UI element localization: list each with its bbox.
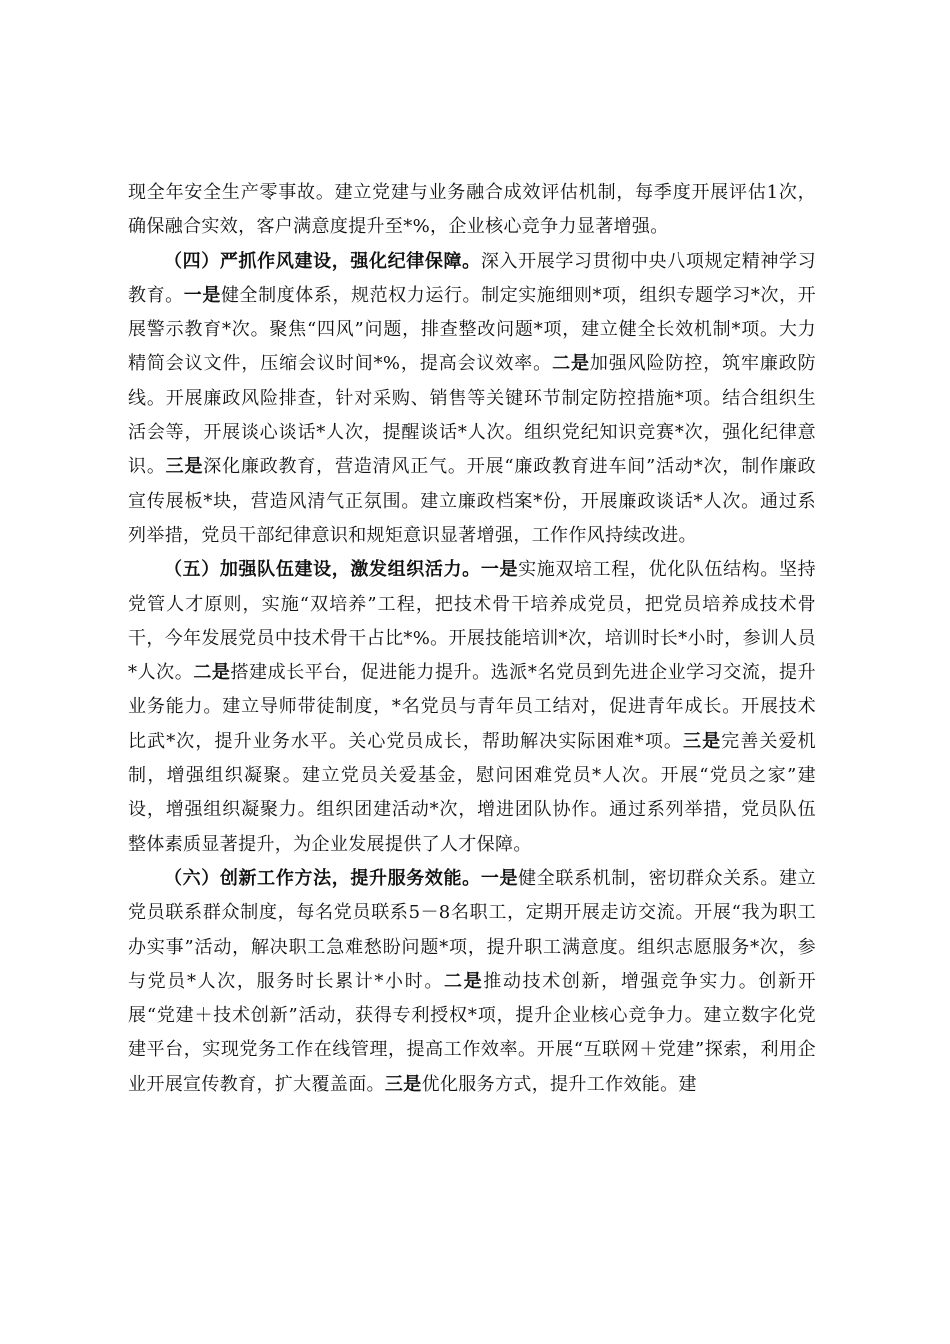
paragraph-safety-summary	[128, 176, 816, 245]
document-body	[128, 176, 816, 1102]
paragraph-text: 加强风险防控，筑牢廉政防线。开展廉政风险排查，针对采购、销售等关键环节制定防控措施*项。结合组织生活会等，开展谈心谈话*人次，提醒谈话*人次。组织党纪知识竞赛*次，强化纪律意识。	[128, 353, 817, 478]
point-marker: 三是	[683, 730, 722, 752]
paragraph-text: 推动技术创新，增强竞争实力。创新开展“党建＋技术创新”活动，获得专利授权*项，提升企业核心竞争力。建立数字化党建平台，实现党务工作在线管理，提高工作效率。开展“互联网＋党建”探索，利用企业开展宣传教育，扩大覆盖面。	[128, 970, 816, 1095]
paragraph-text: 深化廉政教育，营造清风正气。开展“廉政教育进车间”活动*次，制作廉政宣传展板*块，营造风清气正氛围。建立廉政档案*份，开展廉政谈话*人次。通过系列举措，党员干部纪律意识和规矩意识显著增强，工作作风持续改进。	[128, 456, 816, 546]
point-marker: 一是	[480, 559, 519, 581]
paragraph-text: 健全联系机制，密切群众关系。建立党员联系群众制度，每名党员联系5－8名职工，定期开展走访交流。开展“我为职工办实事”活动，解决职工急难愁盼问题*项，提升职工满意度。组织志愿服务*次，参与党员*人次，服务时长累计*小时。	[128, 867, 817, 992]
paragraph-text: 深入开展学习贯彻中央八项规定精神学习教育。	[128, 250, 816, 306]
point-marker: 三是	[384, 1073, 422, 1095]
point-marker: 三是	[165, 456, 204, 478]
paragraph-text: 健全制度体系，规范权力运行。制定实施细则*项，组织专题学习*次，开展警示教育*次。聚焦“四风”问题，排查整改问题*项，建立健全长效机制*项。大力精简会议文件，压缩会议时间*%，提高会议效率。	[128, 284, 816, 375]
paragraph-text: 完善关爱机制，增强组织凝聚。建立党员关爱基金，慰问困难党员*人次。开展“党员之家”建设，增强组织凝聚力。组织团建活动*次，增进团队协作。通过系列举措，党员队伍整体素质显著提升，为企业发展提供了人才保障。	[128, 730, 817, 855]
paragraph-text: 优化服务方式，提升工作效能。建	[421, 1073, 697, 1095]
paragraph-text: 实施双培工程，优化队伍结构。坚持党管人才原则，实施“双培养”工程，把技术骨干培养成党员，把党员培养成技术骨干，今年发展党员中技术骨干占比*%。开展技能培训*次，培训时长*小时，参训人员*人次。	[128, 559, 817, 684]
paragraph-section-five	[128, 553, 816, 862]
paragraph-section-six	[128, 862, 816, 1102]
paragraph-text: 现全年安全生产零事故。建立党建与业务融合成效评估机制，每季度开展评估1次，确保融合实效，客户满意度提升至*%，企业核心竞争力显著增强。	[128, 182, 816, 238]
section-heading: （五）加强队伍建设，激发组织活力。	[164, 559, 481, 581]
point-marker: 一是	[183, 284, 221, 306]
section-heading: （四）严抓作风建设，强化纪律保障。	[164, 250, 481, 272]
point-marker: 一是	[480, 867, 519, 889]
paragraph-section-four	[128, 245, 816, 554]
point-marker: 二是	[552, 353, 590, 375]
paragraph-text: 搭建成长平台，促进能力提升。选派*名党员到先进企业学习交流，提升业务能力。建立导师带徒制度，*名党员与青年员工结对，促进青年成长。开展技术比武*次，提升业务水平。关心党员成长，帮助解决实际困难*项。	[128, 662, 816, 752]
section-heading: （六）创新工作方法，提升服务效能。	[164, 867, 481, 889]
point-marker: 二是	[444, 970, 484, 992]
point-marker: 二是	[193, 662, 231, 684]
